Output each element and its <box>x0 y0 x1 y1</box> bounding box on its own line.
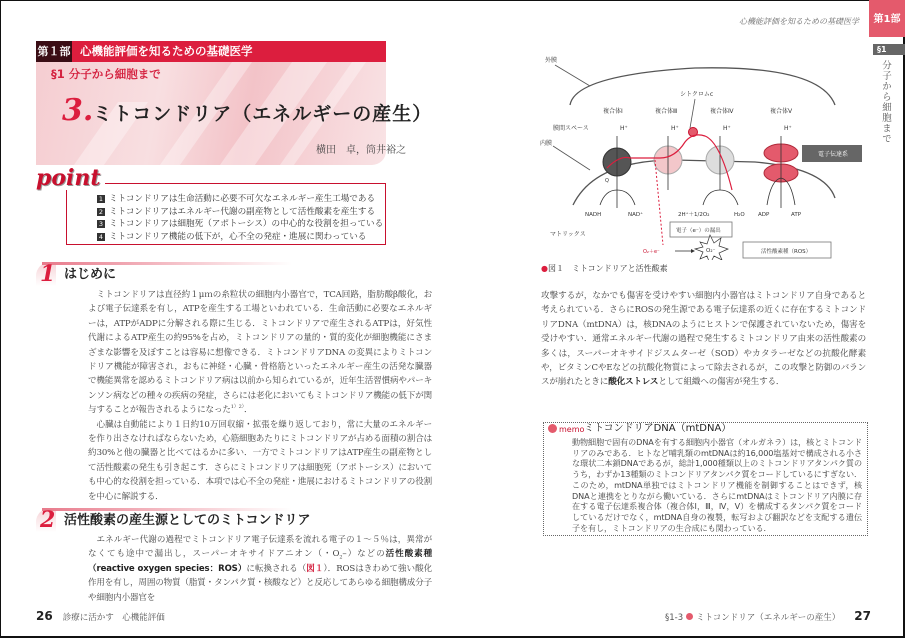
h2o-label: H₂O <box>734 212 745 218</box>
mitochondria-figure <box>535 50 865 260</box>
adp-label: ADP <box>758 212 770 218</box>
paragraph-text: ）．ROSはきわめて強い酸化作用を有し，周囲の物質（脂質・タンパク質・核酸など）と反応してあらゆる細胞構成分子や細胞内小器官を <box>88 563 433 603</box>
section-number: 2 <box>40 507 56 533</box>
h-plus-label: H⁺ <box>784 125 792 132</box>
cytochrome-c-label: シトクロムc <box>680 91 714 98</box>
caption-text: 図１ ミトコンドリアと活性酸素 <box>547 264 668 273</box>
point-item <box>97 218 383 231</box>
section-heading-1 <box>36 262 336 286</box>
section-title: はじめに <box>64 267 117 282</box>
memo-body: 動物細胞で固有のDNAを有する細胞内小器官（オルガネラ）は，核とミトコンドリアのみである．ヒトなど哺乳類のmtDNAは約16,000塩基対で構成される小さな環状二本鎖DNAであるが，総計1,000種類以上のミトコンドリアタンパク質のうち，わずか13種類のミトコンドリアタンパク質をコードしているにすぎない．このため，mtDNA単独ではミトコンドリア機能を制御することはできず，核DNAと連携をとりながら働いている．さらにmtDNAはミトコンドリア内膜に存在する電子伝達系複合体（複合体Ⅰ，Ⅲ，Ⅳ，Ⅴ）を構成するタンパク質をコードしているだけでなく，mtDNA自身の複製，転写および翻訳などを支配する遺伝子を有し，ミトコンドリアの生合成にも関わっている． <box>572 437 862 533</box>
complex3-label: 複合体Ⅲ <box>655 108 678 115</box>
oxygen-reaction-label: 2H⁺＋1/2O₂ <box>678 212 710 218</box>
atp-label: ATP <box>791 212 802 218</box>
paragraph-text: エネルギー代謝の過程でミトコンドリア電子伝達系を流れる電子の１～５％は，異常がなくても途中で漏出し，スーパーオキサイドアニオン（・O <box>88 535 432 560</box>
book-title: 診療に活かす 心機能評価 <box>62 613 165 623</box>
etc-box-label: 電子伝達系 <box>818 151 849 158</box>
chapter-number: 3. <box>62 93 94 128</box>
footer-section: §1-3 <box>664 613 684 623</box>
point-item <box>97 193 383 206</box>
part-title: 心機能評価を知るための基礎医学 <box>80 44 253 58</box>
point-item <box>97 231 383 244</box>
point-item <box>97 206 383 219</box>
paragraph-text: 攻撃するが，なかでも傷害を受けやすい細胞内小器官はミトコンドリア自身であると考えられている．さらにROSの発生源である電子伝達系の近くに存在するミトコンドリアDNA（mtDNA）は，核DNAのようにヒストンで保護されていないため，傷害を受けやすい．通常エネルギー代謝の過程で発生するミトコンドリア由来の活性酸素の多くは，スーパーオキサイドジスムターゼ（SOD）やカタラーゼなどの抗酸化酵素や，ビタミンCやEなどの抗酸化物質によって除去されるが，この攻撃と防御のバランスが崩れたときに <box>541 291 866 388</box>
section-number: 1 <box>40 261 56 287</box>
section-heading-2 <box>36 508 336 532</box>
paragraph-text: として組織への傷害が発生する． <box>658 377 785 388</box>
section-tab: §1 <box>873 44 905 55</box>
part-tab: 第1部 <box>869 0 905 37</box>
o2-electron-label: O₂＋e⁻ <box>643 249 660 255</box>
point-item-text: ミトコンドリアはエネルギー代謝の副産物として活性酸素を産生する <box>109 206 376 217</box>
authors: 横田 卓，筒井裕之 <box>316 145 406 156</box>
paragraph: エネルギー代謝の過程でミトコンドリア電子伝達系を流れる電子の１～５％は，異常がなくても途中で漏出し，スーパーオキサイドアニオン（・$O_2-$）などの活性酸素種（reactive oxygen species：ROS）に転換される（図１）．ROSはきわめて強い酸化作用を有し，周囲の物質（脂質・タンパク質・核酸など）と反応してあらゆる細胞構成分子や細胞内小器官を <box>88 535 433 603</box>
nad-label: NAD⁺ <box>628 212 644 218</box>
inner-membrane-pointer <box>553 146 590 170</box>
h-plus-label: H⁺ <box>620 125 628 132</box>
section-subtitle: §1 分子から細胞まで <box>51 67 161 81</box>
bold-term: 酸化ストレス <box>608 377 659 388</box>
page-number: 27 <box>854 609 871 623</box>
section-1-body <box>88 288 432 504</box>
paragraph-tail: ． <box>244 405 253 416</box>
right-body <box>541 289 866 390</box>
left-footer <box>36 609 165 623</box>
leak-box-label: 電子（e⁻）の漏出 <box>676 228 721 234</box>
nadh-label: NADH <box>585 212 602 218</box>
paragraph <box>88 288 432 418</box>
superoxide-label: O₂⁻ <box>706 248 716 254</box>
part-label: 第１部 <box>36 41 72 62</box>
citation: 1）2） <box>230 404 245 411</box>
paragraph: 心臓は自動能により１日約10万回収縮・拡張を繰り返しており，常に大量のエネルギーを作り出さなければならないため，心筋細胞あたりにミトコンドリアが占める面積の割合は約30%と他の臓器と比べてはるかに多い．一方でミトコンドリアはATP産生の副産物として活性酸素の発生も引き起こす．さらにミトコンドリアは細胞死（アポトーシス）においても中心的な役割を担っている．本項では心不全の発症・進展におけるミトコンドリアの役割を中心に解説する． <box>88 419 432 502</box>
paragraph-text: に転換される（ <box>246 563 307 574</box>
complex5-label: 複合体Ⅴ <box>770 108 793 115</box>
point-item-text: ミトコンドリアは細胞死（アポトーシス）の中心的な役割を担っている <box>109 219 384 229</box>
ros-box-label: 活性酸素種（ROS） <box>761 249 812 255</box>
running-head: 心機能評価を知るための基礎医学 <box>739 17 859 26</box>
number-square-icon: 2 <box>98 207 104 216</box>
paragraph-text: –）などの <box>342 549 386 560</box>
point-item-text: ミトコンドリア機能の低下が，心不全の発症・進展に関わっている <box>109 231 367 242</box>
memo-title: ミトコンドリアDNA（mtDNA） <box>584 423 732 434</box>
bold-term: 活性酸素種（reactive oxygen species：ROS） <box>88 549 432 574</box>
point-logo: point <box>36 166 105 190</box>
section-tab-title: 分子から細胞まで <box>880 60 891 144</box>
intermembrane-label: 膜間スペース <box>553 125 589 132</box>
paragraph <box>541 289 866 390</box>
section-title: 活性酸素の産生源としてのミトコンドリア <box>64 513 311 528</box>
inner-membrane-label: 内膜 <box>540 140 553 147</box>
outer-membrane <box>570 68 835 105</box>
q-label: Q <box>605 178 609 184</box>
caption-marker: ● <box>541 264 548 273</box>
h-plus-label: H⁺ <box>723 125 731 132</box>
memo-dot-icon <box>548 424 557 433</box>
complex1-label: 複合体Ⅰ <box>603 108 623 115</box>
section-2-body <box>88 533 432 605</box>
point-item-text: ミトコンドリアは生命活動に必要不可欠なエネルギー産生工場である <box>109 194 376 204</box>
part-banner-slant <box>300 41 400 62</box>
memo-badge-text: memo <box>559 425 585 434</box>
right-footer <box>665 609 871 623</box>
chapter-title: ミトコンドリア（エネルギーの産生） <box>93 103 433 125</box>
h-plus-label: H⁺ <box>671 125 679 132</box>
number-square-icon: 3 <box>98 220 104 228</box>
footer-dot-icon <box>686 613 693 620</box>
page-number: 26 <box>36 609 53 623</box>
figure-reference-link[interactable]: 図１ <box>306 563 324 574</box>
matrix-label: マトリックス <box>550 231 586 238</box>
memo-badge <box>548 424 584 435</box>
number-square-icon: 4 <box>98 232 104 241</box>
figure-caption <box>541 263 668 274</box>
complex4-label: 複合体Ⅳ <box>710 108 734 115</box>
outer-membrane-pointer <box>555 65 590 86</box>
outer-membrane-label: 外膜 <box>545 57 558 64</box>
paragraph-text: ミトコンドリアは直径約１μｍの糸粒状の細胞内小器官で，TCA回路，脂肪酸β酸化，および電子伝達系を有し，ATPを産生する工場といわれている．生命活動に必要なエネルギーは，ATPがADPに分解される際に生じる．ミトコンドリアで産生されるATPは，好気性代謝によるATP産生の約95%を占め，ミトコンドリアの量的・質的変化が細胞機能にさまざまな影響を及ぼすことは容易に想像できる．ミトコンドリアDNA の変異によりミトコンドリア機能が障害され，おもに神経・心臓・骨格筋といったエネルギー産生の活発な臓器で機能異常を認めるミトコンドリア病は以前から知られているが，近年生活習慣病やパーキンソン病などの種々の疾病の発症，さらには老化においてもミトコンドリア機能の低下が関与することが報告されるようになった <box>88 290 432 416</box>
point-list <box>97 193 383 243</box>
number-square-icon: 1 <box>98 195 104 203</box>
footer-title: ミトコンドリア（エネルギーの産生） <box>696 613 841 623</box>
